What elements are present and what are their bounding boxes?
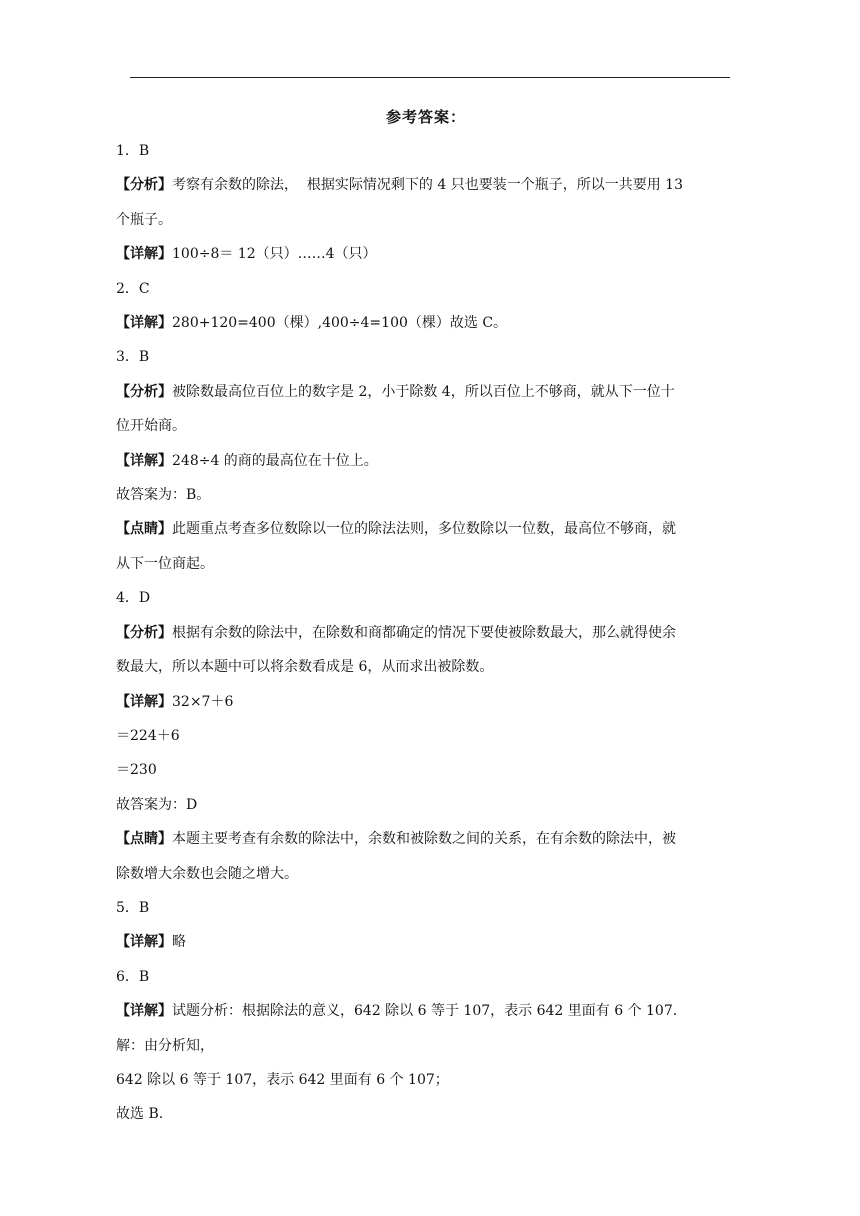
answer-line <box>116 478 736 512</box>
section-label: 【详解】 <box>116 246 172 263</box>
section-label: 【详解】 <box>116 315 172 332</box>
answer-line <box>116 925 736 959</box>
answer-line <box>116 340 736 374</box>
line-text: 4．D <box>116 590 151 607</box>
section-label: 【详解】 <box>116 1003 172 1020</box>
answer-line <box>116 581 736 615</box>
line-text: 数最大，所以本题中可以将余数看成是 6，从而求出被除数。 <box>116 659 494 676</box>
answer-line <box>116 134 736 168</box>
section-label: 【点睛】 <box>116 521 172 538</box>
line-text: 解：由分析知， <box>116 1037 214 1054</box>
answer-lines <box>116 134 736 1132</box>
answer-line <box>116 168 736 202</box>
line-text: 248÷4 的商的最高位在十位上。 <box>172 452 378 469</box>
line-text: ＝224＋6 <box>116 727 180 744</box>
line-text: 根据有余数的除法中，在除数和商都确定的情况下要使被除数最大，那么就得使余 <box>172 624 676 641</box>
answer-line <box>116 650 736 684</box>
line-text: 被除数最高位百位上的数字是 2，小于除数 4，所以百位上不够商，就从下一位十 <box>172 383 675 400</box>
line-text: 5．B <box>116 899 150 916</box>
section-label: 【详解】 <box>116 452 172 469</box>
answer-line <box>116 512 736 546</box>
line-text: 故答案为：B。 <box>116 487 211 504</box>
section-label: 【分析】 <box>116 383 172 400</box>
answer-line <box>116 1029 736 1063</box>
section-label: 【分析】 <box>116 624 172 641</box>
section-label: 【点睛】 <box>116 831 172 848</box>
answer-line <box>116 306 736 340</box>
answer-line <box>116 753 736 787</box>
answer-content <box>116 100 736 1132</box>
answer-line <box>116 616 736 650</box>
line-text: 故选 B. <box>116 1106 164 1123</box>
line-text: 2．C <box>116 280 150 297</box>
line-text: 280+120=400（棵）,400÷4=100（棵）故选 C。 <box>172 315 508 332</box>
line-text: 个瓶子。 <box>116 211 172 228</box>
answer-line <box>116 685 736 719</box>
answer-line <box>116 444 736 478</box>
answer-line <box>116 719 736 753</box>
line-text: 642 除以 6 等于 107，表示 642 里面有 6 个 107； <box>116 1071 449 1088</box>
answer-line <box>116 237 736 271</box>
line-text: 考察有余数的除法， 根据实际情况剩下的 4 只也要装一个瓶子，所以一共要用 13 <box>172 177 683 194</box>
line-text: 6．B <box>116 968 150 985</box>
answer-line <box>116 409 736 443</box>
line-text: 位开始商。 <box>116 418 186 435</box>
line-text: 1．B <box>116 143 150 159</box>
line-text: 32×7＋6 <box>172 693 234 710</box>
answer-line <box>116 272 736 306</box>
answer-line <box>116 375 736 409</box>
line-text: 100÷8＝ 12（只）……4（只） <box>172 246 377 263</box>
line-text: 试题分析：根据除法的意义，642 除以 6 等于 107，表示 642 里面有 6 个 107. <box>172 1003 678 1020</box>
answer-title: 参考答案： <box>385 108 466 126</box>
section-label: 【详解】 <box>116 693 172 710</box>
answer-line <box>116 857 736 891</box>
answer-line <box>116 891 736 925</box>
answer-line <box>116 1097 736 1131</box>
line-text: ＝230 <box>116 762 157 779</box>
line-text: 3．B <box>116 349 150 366</box>
answer-line <box>116 547 736 581</box>
answer-line <box>116 822 736 856</box>
line-text: 故答案为：D <box>116 796 198 813</box>
answer-line <box>116 960 736 994</box>
header-rule <box>130 77 730 78</box>
line-text: 略 <box>172 934 186 951</box>
line-text: 此题重点考查多位数除以一位的除法法则，多位数除以一位数，最高位不够商，就 <box>172 521 676 538</box>
section-label: 【详解】 <box>116 934 172 951</box>
section-label: 【分析】 <box>116 177 172 194</box>
answer-line <box>116 203 736 237</box>
line-text: 本题主要考查有余数的除法中，余数和被除数之间的关系，在有余数的除法中，被 <box>172 831 676 848</box>
answer-line <box>116 788 736 822</box>
answer-line <box>116 994 736 1028</box>
line-text: 除数增大余数也会随之增大。 <box>116 865 298 882</box>
answer-line <box>116 1063 736 1097</box>
line-text: 从下一位商起。 <box>116 555 214 572</box>
